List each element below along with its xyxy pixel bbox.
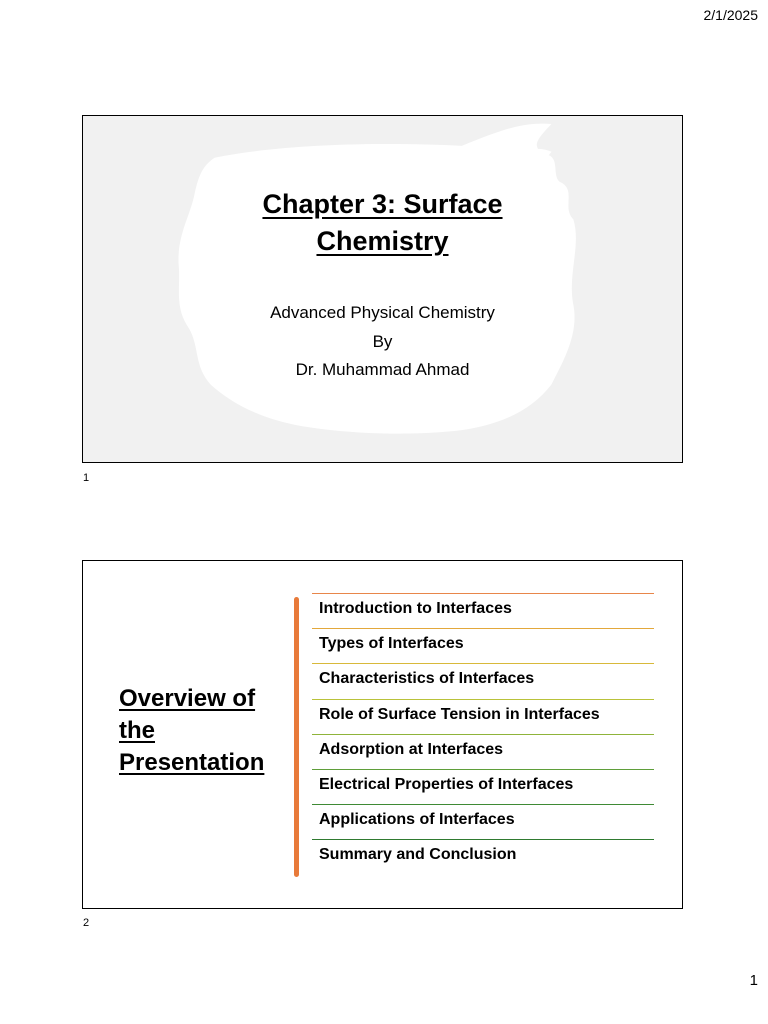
agenda-item: Adsorption at Interfaces: [312, 734, 654, 769]
agenda-item: Summary and Conclusion: [312, 839, 654, 874]
slide-number: 1: [83, 472, 90, 484]
accent-bar: [294, 597, 299, 877]
page-date: 2/1/2025: [703, 7, 758, 23]
title-line: Presentation: [119, 749, 265, 776]
agenda-item: Types of Interfaces: [312, 628, 654, 663]
brush-stroke-background: [83, 116, 682, 462]
agenda-item: Applications of Interfaces: [312, 804, 654, 839]
subtitle-line: Advanced Physical Chemistry: [270, 303, 495, 322]
title-line: Chapter 3: Surface: [262, 189, 503, 219]
agenda-list: [312, 593, 654, 875]
slide-title: [83, 186, 682, 260]
subtitle-line: By: [372, 331, 393, 351]
subtitle-line: Dr. Muhammad Ahmad: [295, 360, 470, 379]
agenda-item: Introduction to Interfaces: [312, 593, 654, 628]
slide-subtitle: [83, 299, 682, 385]
slide-1: [82, 115, 683, 463]
title-line: Overview of: [119, 685, 256, 712]
agenda-item: Characteristics of Interfaces: [312, 663, 654, 698]
overview-title: [119, 683, 264, 779]
slide-2: [82, 560, 683, 909]
slide-number: 2: [83, 917, 90, 929]
page-number: 1: [749, 972, 758, 989]
title-line: the: [119, 717, 155, 744]
agenda-item: Role of Surface Tension in Interfaces: [312, 699, 654, 734]
title-line: Chemistry: [316, 226, 449, 256]
agenda-item: Electrical Properties of Interfaces: [312, 769, 654, 804]
